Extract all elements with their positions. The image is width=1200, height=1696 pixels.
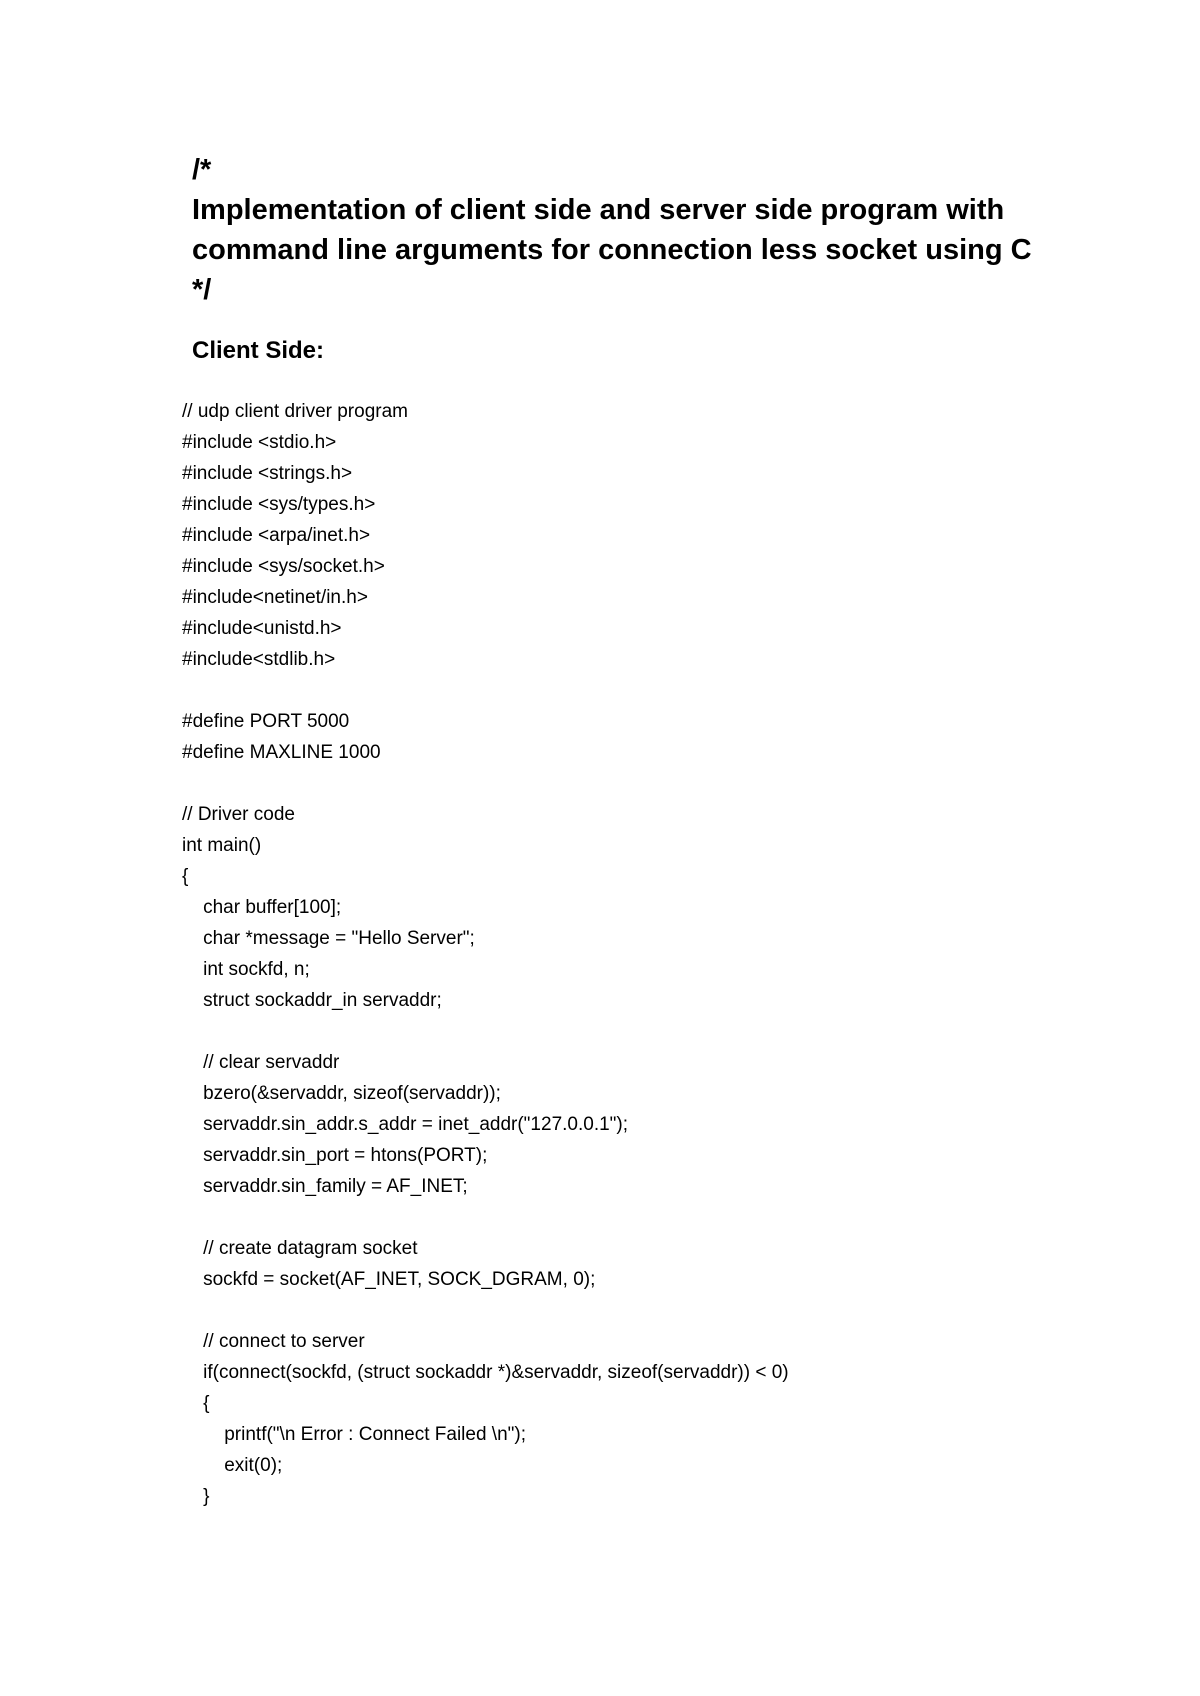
code-line: #include <sys/types.h> (182, 494, 376, 515)
code-line: #include<unistd.h> (182, 618, 342, 639)
code-line: // create datagram socket (182, 1238, 418, 1259)
code-line: struct sockaddr_in servaddr; (182, 990, 442, 1011)
code-line: #include <strings.h> (182, 463, 353, 484)
code-line: #include <arpa/inet.h> (182, 525, 371, 546)
code-line: #include<stdlib.h> (182, 649, 336, 670)
code-line: #include<netinet/in.h> (182, 587, 368, 608)
code-line: { (182, 866, 189, 887)
code-line: servaddr.sin_port = htons(PORT); (182, 1145, 488, 1166)
code-line: } (182, 1486, 210, 1507)
code-line: char *message = "Hello Server"; (182, 928, 475, 949)
code-line: char buffer[100]; (182, 897, 342, 918)
code-line: // clear servaddr (182, 1052, 340, 1073)
code-line: if(connect(sockfd, (struct sockaddr *)&servaddr, sizeof(servaddr)) < 0) (182, 1362, 789, 1383)
code-line: #include <sys/socket.h> (182, 556, 385, 577)
code-line: #define PORT 5000 (182, 711, 350, 732)
code-line: sockfd = socket(AF_INET, SOCK_DGRAM, 0); (182, 1269, 596, 1290)
code-line: #include <stdio.h> (182, 432, 337, 453)
code-line: servaddr.sin_addr.s_addr = inet_addr("127.0.0.1"); (182, 1114, 629, 1135)
code-line (182, 1202, 1162, 1233)
section-title: Client Side: (192, 337, 325, 364)
code-line: { (182, 1393, 210, 1414)
code-line: servaddr.sin_family = AF_INET; (182, 1176, 468, 1197)
code-line: bzero(&servaddr, sizeof(servaddr)); (182, 1083, 501, 1104)
code-line: int main() (182, 835, 262, 856)
code-line: // connect to server (182, 1331, 365, 1352)
comment-close: */ (192, 274, 212, 306)
code-line: int sockfd, n; (182, 959, 310, 980)
document-title-line-1: Implementation of client side and server side program with (192, 194, 1005, 226)
code-line: // udp client driver program (182, 401, 408, 422)
code-line (182, 1295, 1162, 1326)
code-line: #define MAXLINE 1000 (182, 742, 381, 763)
comment-open: /* (192, 154, 212, 186)
header-comment (192, 150, 1092, 310)
code-line: exit(0); (182, 1455, 283, 1476)
code-listing (182, 396, 1162, 1512)
code-line (182, 1016, 1162, 1047)
document-title-line-2: command line arguments for connection less socket using C (192, 234, 1032, 266)
code-line: printf("\n Error : Connect Failed \n"); (182, 1424, 526, 1445)
code-line (182, 768, 1162, 799)
code-line (182, 675, 1162, 706)
code-line: // Driver code (182, 804, 295, 825)
